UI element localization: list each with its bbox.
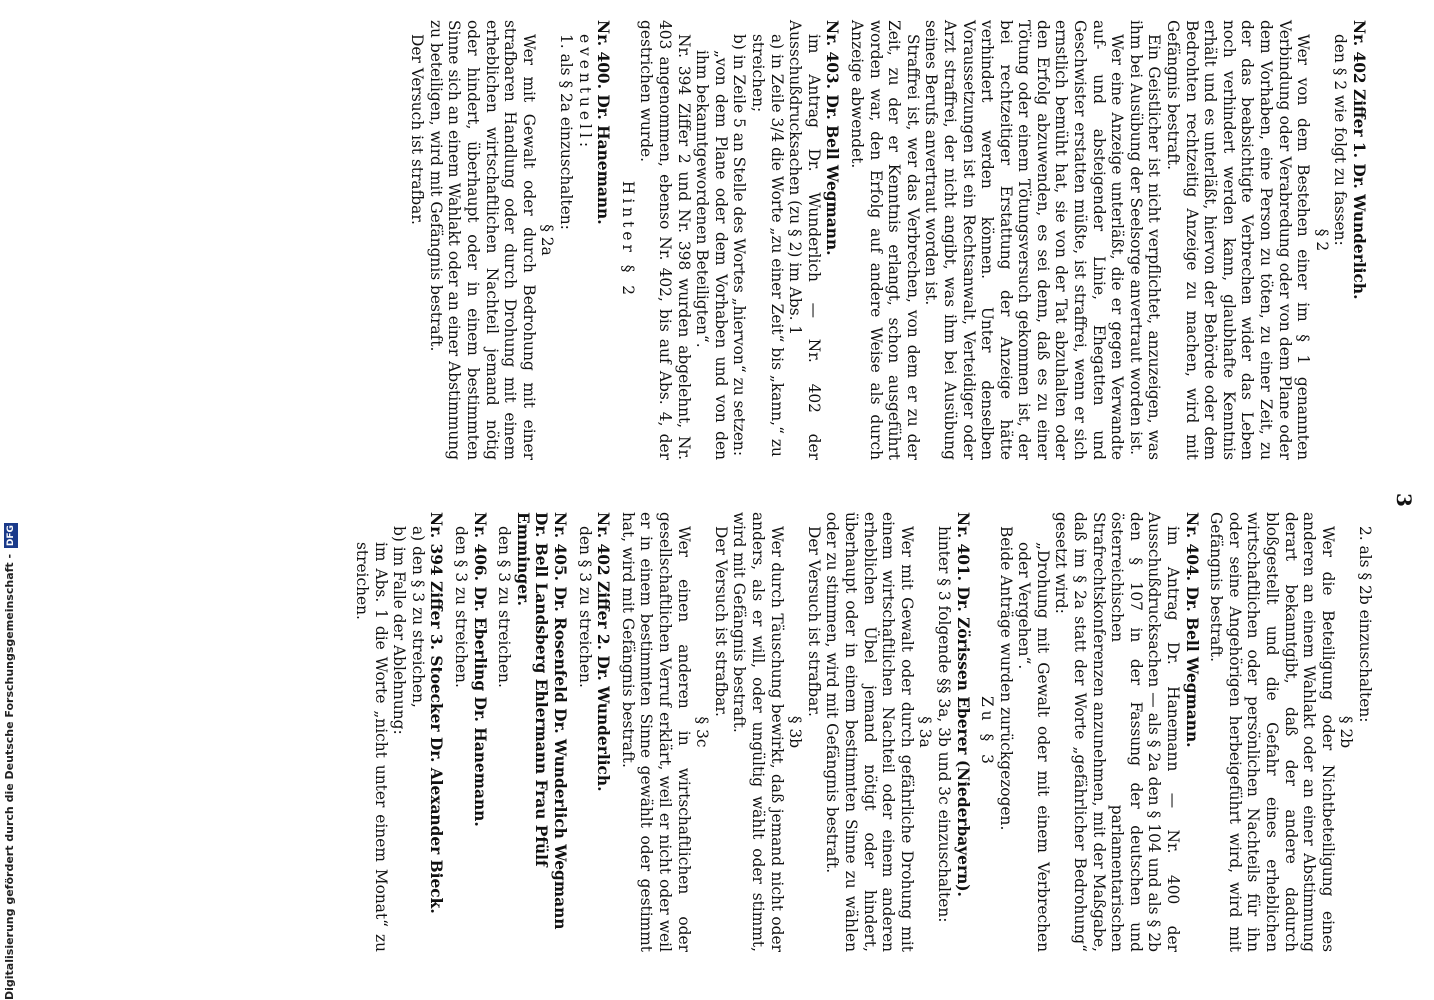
left-center-text: § 2a [538, 224, 557, 256]
right-para-text: Wer mit Gewalt oder durch gefährliche Drohung mit einem wirtschaftlichen Nachteil oder einem anderen erheblichen Übel jemand nötigt oder hindert, überhaupt oder in einem bestimmten Sinne zu wählen oder zu stimmen, wird mit Gefängnis bestraft. [823, 512, 916, 952]
right-para-text: den § 3 zu streichen. [575, 526, 594, 688]
right-heading-text: Nr. 405. Dr. Rosenfeld Dr. Wunderlich Wegmann Dr. Bell Landsberg Ehlermann Frau Pfülf Emminger. [513, 512, 570, 930]
page-number: 3 [1392, 493, 1416, 507]
right-heading-text: Nr. 401. Dr. Zörissen Eberer (Niederbayern). [953, 512, 972, 897]
left-quote-text: „von dem Plane oder dem Vorhaben und von den ihm bekanntgewordenen Beteiligten“. [693, 50, 730, 460]
left-center-text: Hinter § 2 [618, 180, 637, 300]
left-heading-text: Nr. 402 Ziffer 1. Dr. Wunderlich. [1350, 20, 1368, 300]
right-sub-text: b) im Falle der Ablehnung: [390, 526, 409, 735]
right-para-text: den § 3 zu streichen. [495, 526, 514, 688]
right-para-text: Beide Anträge wurden zurückgezogen. [996, 526, 1015, 831]
right-center-text: § 3b [786, 715, 805, 749]
left-heading-text: Nr. 403. Dr. Bell Wegmann. [823, 20, 842, 256]
right-center-text: § 2b [1337, 715, 1356, 749]
left-para-text: Straffrei ist, wer das Verbrechen, von dem er zu der Zeit, zu der er Kenntnis erlangt, schon ausgeführt worden war, den Erfolg auf andere Weise als durch Anzeige abwendet. [847, 20, 922, 460]
right-para-text: hinter § 3 folgende §§ 3a, 3b und 3c einzuschalten: [934, 526, 953, 923]
left-para-text: im Antrag Dr. Wunderlich — Nr. 402 der Ausschußdrucksachen (zu § 2) im Abs. 1 [786, 20, 823, 460]
right-heading-text: Nr. 404. Dr. Bell Wegmann. [1182, 512, 1201, 748]
right-heading-text: Nr. 394 Ziffer 3. Stoecker Dr. Alexander Bieck. [427, 512, 446, 914]
right-center-text: § 3a [916, 716, 935, 748]
left-sub-text: b) in Zeile 5 an Stelle des Wortes „hiervon“ zu setzen: [730, 34, 749, 457]
left-center-text: § 2 [1312, 228, 1331, 252]
right-sub-text: a) den § 3 zu streichen, [408, 526, 427, 708]
right-heading-text: Nr. 406. Dr. Eberling Dr. Hanemann. [470, 512, 489, 827]
right-center-text: Zu § 3 [978, 696, 997, 768]
left-heading-text: Nr. 400. Dr. Hanemann. [594, 20, 613, 225]
right-para-text: Wer einen anderen in wirtschaftlichen oder gesellschaftlichen Verruf erklärt, weil er nicht oder weil er in einem bestimmten Sinne gewählt oder gestimmt hat, wird mit Gefängnis bestraft. [618, 512, 693, 952]
left-para-text: Ein Geistlicher ist nicht verpflichtet, anzuzeigen, was ihm bei Ausübung der Seelsorge anvertraut worden ist. [1126, 20, 1164, 460]
credit-text-wrapper [2, 10, 18, 1000]
right-para-text: den § 3 zu streichen. [452, 526, 471, 688]
right-sub-text: 2. als § 2b einzuschalten: [1356, 526, 1374, 723]
right-column [353, 512, 1374, 952]
left-para-text: den § 2 wie folgt zu fassen: [1331, 34, 1350, 246]
digitization-credit [2, 0, 22, 1000]
right-center-text: § 3c [693, 716, 712, 748]
left-para-text: Wer eine Anzeige unterläßt, die er gegen Verwandte auf- und absteigender Linie, Ehegatten und Geschwister erstatten müßte, ist straffrei, wenn er sich ernstlich bemüht hat, sie von der Tat abzuhalten oder den Erfolg abzuwenden, es sei denn, daß es zu einer Tötung oder einem Tötungsversuch gekommen ist, der bei rechtzeitiger Erstattung der Anzeige hätte verhindert werden können. Unter denselben Voraussetzungen ist ein Rechtsanwalt, Verteidiger oder Arzt straffrei, der nicht angibt, was ihm bei Ausübung seines Berufs anvertraut worden ist. [922, 20, 1127, 460]
right-para-text: Wer die Beteiligung oder Nichtbeteiligung eines anderen an einem Wahlakt oder an einer Abstimmung derart bekanntgibt, daß der andere dadurch bloßgestellt und die Gefahr eines erheblichen wirtschaftlichen oder persönlichen Nachteils für ihn oder seine Angehörigen herbeigeführt wird, wird mit Gefängnis bestraft. [1207, 512, 1337, 952]
right-para-text: Der Versuch ist strafbar. [804, 526, 823, 717]
right-quote-text: „Drohung mit Gewalt oder mit einem Verbrechen oder Vergehen“. [1015, 542, 1052, 952]
dfg-logo: DFG [6, 525, 16, 547]
right-para-text: im Antrag Dr. Hanemann — Nr. 400 der Ausschußdrucksachen — als § 2a den § 104 und als § 2b den § 107 in der Fassung der deutschen und österreichischen parlamentarischen Strafrechtskonferenzen anzunehmen, mit der Maßgabe, daß im § 2a statt der Worte „gefährlicher Bedrohung“ gesetzt wird: [1052, 512, 1183, 952]
left-para-text: eventuell: [575, 34, 594, 152]
right-heading-text: Nr. 402 Ziffer 2. Dr. Wunderlich. [594, 512, 613, 792]
left-sub-text: a) in Zeile 3/4 die Worte „zu einer Zeit“ bis „kann,“ zu streichen; [749, 34, 786, 457]
left-para-text: Nr. 394 Ziffer 2 und Nr. 398 wurden abgelehnt, Nr. 403 angenommen, ebenso Nr. 402, bis auf Abs. 4, der gestrichen wurde. [637, 20, 693, 460]
right-para-text: Der Versuch ist strafbar. [711, 526, 730, 717]
right-para-text: Wer durch Täuschung bewirkt, daß jemand nicht oder anders, als er will, oder ungültig wählt oder stimmt, wird mit Gefängnis bestraft. [730, 512, 786, 952]
credit-text: Digitalisierung gefördert durch die Deutsche Forschungsgemeinschaft - [3, 553, 16, 1000]
left-para-text: Der Versuch ist strafbar. [408, 34, 427, 225]
left-column [408, 20, 1374, 460]
left-para-text: Wer von dem Bestehen einer im § 1 genannten Verbindung oder Verabredung oder von dem Plane oder dem Vorhaben, eine Person zu töten, zu einer Zeit, zu der das beabsichtigte Verbrechen wider das Leben noch verhindert werden kann, glaubhafte Kenntnis erhält und es unterläßt, hiervon der Behörde oder dem Bedrohten rechtzeitig Anzeige zu machen, wird mit Gefängnis bestraft. [1164, 20, 1313, 460]
left-para-text: Wer mit Gewalt oder durch Bedrohung mit einer strafbaren Handlung oder durch Drohung mit einem erheblichen wirtschaftlichen Nachteil jemand nötig oder hindert, überhaupt oder in einem bestimmten Sinne sich an einem Wahlakt oder an einer Abstimmung zu beteiligen, wird mit Gefängnis bestraft. [426, 20, 538, 460]
left-sub-text: 1. als § 2a einzuschalten: [557, 34, 576, 230]
right-quote-text: im Abs. 1 die Worte „nicht unter einem Monat“ zu streichen. [353, 542, 390, 952]
